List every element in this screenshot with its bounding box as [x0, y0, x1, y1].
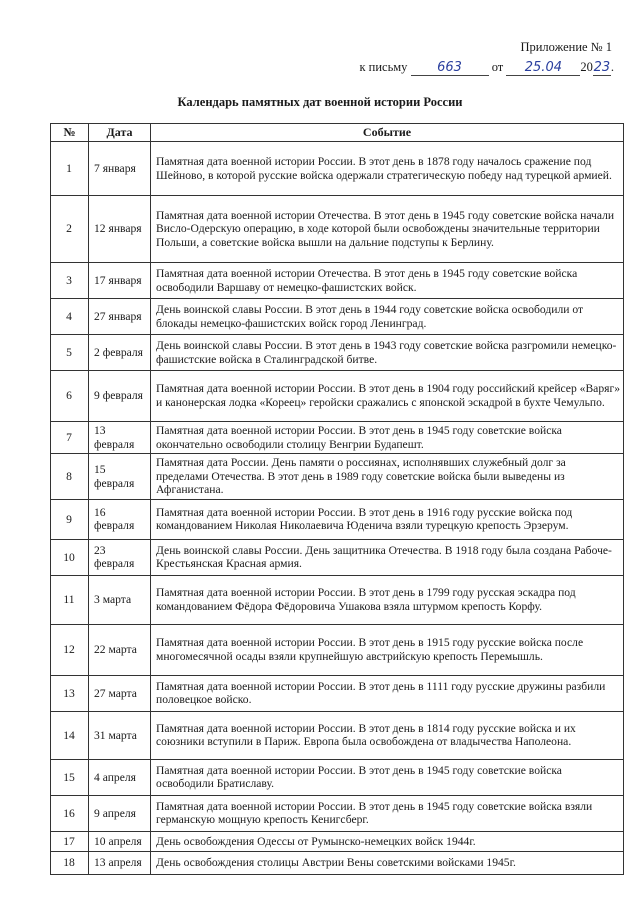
- row-number: 2: [51, 196, 89, 263]
- row-date: 13 февраля: [89, 422, 151, 454]
- row-date: 23 февраля: [89, 539, 151, 575]
- row-date: 17 января: [89, 263, 151, 299]
- row-event: Памятная дата военной истории России. В этот день в 1945 году советские войска взяли германскую мощную крепость Кенигсберг.: [151, 795, 624, 831]
- row-event: День воинской славы России. День защитника Отечества. В 1918 году была создана Рабоче-Крестьянская Красная армия.: [151, 539, 624, 575]
- row-date: 9 апреля: [89, 795, 151, 831]
- row-date: 13 апреля: [89, 851, 151, 874]
- row-event: Памятная дата военной истории России. В этот день в 1111 году русские дружины разбили половецкое войско.: [151, 675, 624, 711]
- row-event: День освобождения Одессы от Румынско-немецких войск 1944г.: [151, 831, 624, 851]
- row-date: 7 января: [89, 142, 151, 196]
- year-prefix: 20: [580, 60, 593, 74]
- row-date: 10 апреля: [89, 831, 151, 851]
- row-number: 16: [51, 795, 89, 831]
- row-number: 7: [51, 422, 89, 454]
- table-body: [51, 142, 624, 875]
- letter-prefix: к письму: [359, 60, 408, 74]
- table-row: [51, 624, 624, 675]
- row-date: 3 марта: [89, 575, 151, 624]
- row-number: 11: [51, 575, 89, 624]
- row-event: Памятная дата военной истории России. В этот день в 1916 году русские войска под командованием Николая Николаевича Юденича взяли турецкую крепость Эрзерум.: [151, 499, 624, 539]
- row-number: 17: [51, 831, 89, 851]
- row-event: Памятная дата военной истории России. В этот день в 1915 году русские войска после многомесячной осады взяли крупнейшую австрийскую крепость Перемышль.: [151, 624, 624, 675]
- row-event: Памятная дата военной истории Отечества. В этот день в 1945 году советские войска освободили Варшаву от немецко-фашистских войск.: [151, 263, 624, 299]
- row-event: Памятная дата военной истории России. В этот день в 1945 году советские войска окончательно освободили столицу Венгрии Будапешт.: [151, 422, 624, 454]
- table-row: [51, 196, 624, 263]
- row-date: 16 февраля: [89, 499, 151, 539]
- table-row: [51, 422, 624, 454]
- row-date: 2 февраля: [89, 335, 151, 371]
- table-row: [51, 795, 624, 831]
- table-row: [51, 335, 624, 371]
- row-date: 31 марта: [89, 711, 151, 759]
- table-row: [51, 711, 624, 759]
- table-row: [51, 142, 624, 196]
- appendix-label: Приложение № 1: [520, 40, 612, 54]
- row-number: 8: [51, 454, 89, 500]
- row-number: 12: [51, 624, 89, 675]
- column-header-number: №: [51, 124, 89, 142]
- column-header-date: Дата: [89, 124, 151, 142]
- row-event: Памятная дата России. День памяти о россиянах, исполнявших служебный долг за пределами Отечества. В этот день в 1989 году советские войска были выведены из Афганистана.: [151, 454, 624, 500]
- table-row: [51, 371, 624, 422]
- table-row: [51, 851, 624, 874]
- row-event: Памятная дата военной истории России. В этот день в 1799 году русская эскадра под командованием Фёдора Фёдоровича Ушакова взяла штурмом крепость Корфу.: [151, 575, 624, 624]
- row-date: 9 февраля: [89, 371, 151, 422]
- row-number: 6: [51, 371, 89, 422]
- row-number: 9: [51, 499, 89, 539]
- row-number: 3: [51, 263, 89, 299]
- row-date: 27 января: [89, 299, 151, 335]
- row-date: 4 апреля: [89, 759, 151, 795]
- row-date: 22 марта: [89, 624, 151, 675]
- row-number: 5: [51, 335, 89, 371]
- row-event: Памятная дата военной истории России. В этот день в 1814 году русские войска и их союзники вступили в Париж. Европа была освобождена от владычества Наполеона.: [151, 711, 624, 759]
- table-row: [51, 575, 624, 624]
- row-date: 15 февраля: [89, 454, 151, 500]
- row-date: 27 марта: [89, 675, 151, 711]
- letter-date: 25.04: [506, 61, 580, 76]
- row-event: День освобождения столицы Австрии Вены советскими войсками 1945г.: [151, 851, 624, 874]
- row-number: 1: [51, 142, 89, 196]
- table-header-row: [51, 124, 624, 142]
- calendar-table: [50, 123, 624, 875]
- row-date: 12 января: [89, 196, 151, 263]
- row-event: Памятная дата военной истории России. В этот день в 1945 году советские войска освободили Братиславу.: [151, 759, 624, 795]
- row-event: День воинской славы России. В этот день в 1943 году советские войска разгромили немецко-фашистские войска в Сталинградской битве.: [151, 335, 624, 371]
- row-number: 15: [51, 759, 89, 795]
- year-end: .: [610, 60, 614, 74]
- table-row: [51, 675, 624, 711]
- row-number: 4: [51, 299, 89, 335]
- row-event: Памятная дата военной истории России. В этот день в 1878 году началось сражение под Шейново, в которой русские войска одержали стратегическую победу над турецкой армией.: [151, 142, 624, 196]
- table-row: [51, 299, 624, 335]
- letter-number: 663: [411, 61, 489, 76]
- year-suffix: 23: [593, 60, 611, 75]
- document-title: Календарь памятных дат военной истории России: [177, 95, 463, 109]
- table-row: [51, 499, 624, 539]
- row-event: Памятная дата военной истории России. В этот день в 1904 году российский крейсер «Варяг» и канонерская лодка «Кореец» геройски сражались с японской эскадрой в бухте Чемульпо.: [151, 371, 624, 422]
- row-event: День воинской славы России. В этот день в 1944 году советские войска освободили от блокады немецко-фашистских войск город Ленинград.: [151, 299, 624, 335]
- from-label: от: [491, 60, 504, 74]
- row-event: Памятная дата военной истории Отечества. В этот день в 1945 году советские войска начали Висло-Одерскую операцию, в ходе которой были освобождены значительные территории Польши, а советские войска вышли на дальние подступы к Берлину.: [151, 196, 624, 263]
- row-number: 13: [51, 675, 89, 711]
- table-row: [51, 263, 624, 299]
- row-number: 10: [51, 539, 89, 575]
- table-row: [51, 759, 624, 795]
- column-header-event: Событие: [151, 124, 624, 142]
- row-number: 18: [51, 851, 89, 874]
- table-row: [51, 454, 624, 500]
- row-number: 14: [51, 711, 89, 759]
- letter-reference: [359, 60, 614, 76]
- table-row: [51, 831, 624, 851]
- table-row: [51, 539, 624, 575]
